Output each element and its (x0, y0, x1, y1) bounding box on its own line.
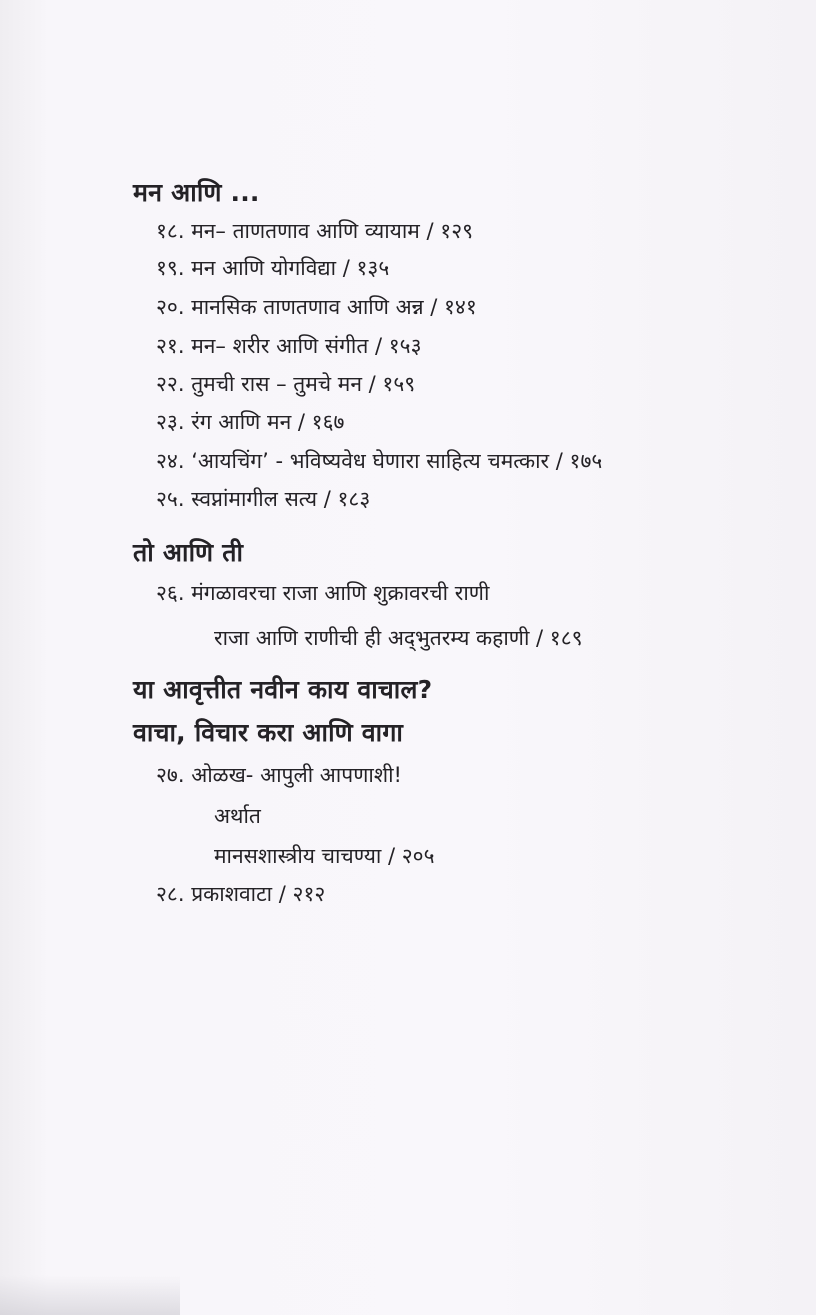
toc-entry-27-continuation-2: मानसशास्त्रीय चाचण्या / २०५ (214, 844, 435, 868)
section-subheading: वाचा, विचार करा आणि वागा (133, 718, 404, 747)
toc-entry-25: २५. स्वप्नांमागील सत्य / १८३ (156, 487, 371, 511)
toc-entry-21: २१. मन– शरीर आणि संगीत / १५३ (156, 334, 422, 358)
toc-entry-26: २६. मंगळावरचा राजा आणि शुक्रावरची राणी (156, 581, 490, 605)
toc-entry-27-continuation-1: अर्थात (214, 804, 261, 828)
toc-entry-26-continuation: राजा आणि राणीची ही अद्‌भुतरम्य कहाणी / १८९ (214, 626, 583, 650)
toc-entry-20: २०. मानसिक ताणतणाव आणि अन्न / १४१ (156, 295, 477, 319)
section-heading-to-ani-ti: तो आणि ती (133, 538, 244, 567)
toc-entry-23: २३. रंग आणि मन / १६७ (156, 410, 345, 434)
toc-entry-22: २२. तुमची रास – तुमचे मन / १५९ (156, 372, 416, 396)
toc-entry-18: १८. मन– ताणतणाव आणि व्यायाम / १२९ (156, 219, 474, 243)
section-heading-man-ani: मन आणि ... (133, 178, 260, 207)
toc-entry-24: २४. ‘आयचिंग’ - भविष्यवेध घेणारा साहित्य चमत्कार / १७५ (156, 449, 603, 473)
section-heading-new-in-edition: या आवृत्तीत नवीन काय वाचाल? (133, 675, 433, 704)
toc-entry-28: २८. प्रकाशवाटा / २१२ (156, 882, 326, 906)
page-edge-shadow (0, 1275, 180, 1315)
toc-entry-27: २७. ओळख- आपुली आपणाशी! (156, 763, 402, 787)
toc-entry-19: १९. मन आणि योगविद्या / १३५ (156, 256, 390, 280)
